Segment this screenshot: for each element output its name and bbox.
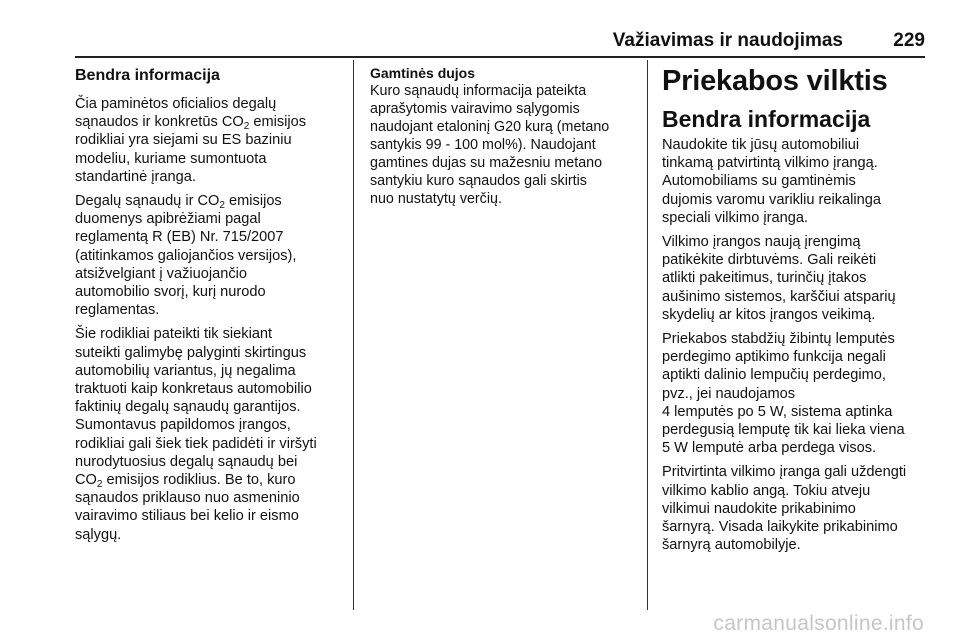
chapter-title: Važiavimas ir naudojimas xyxy=(612,30,843,51)
paragraph: Degalų sąnaudų ir $CO_2$ emisijos duomenys apibrėžiami pagal reglamentą R (EB) Nr. 715/2007 (atitinkamos galiojančios versijos), atsižvelgiant į važiuojančio automobilio svorį, kurį nurodo reglamentas. xyxy=(75,193,297,319)
page-number: 229 xyxy=(893,30,925,51)
column-divider-2 xyxy=(647,60,648,610)
column-1 xyxy=(75,62,345,550)
header-rule xyxy=(75,56,925,58)
column-divider-1 xyxy=(353,60,354,610)
column-3 xyxy=(662,62,932,560)
paragraph: Čia paminėtos oficialios degalų sąnaudos ir konkretūs $CO_2$ emisijos rodikliai yra siejami su ES baziniu modeliu, kuriame sumontuota standartinė įranga. xyxy=(75,96,307,185)
paragraph: Kuro sąnaudų informacija pateikta aprašytomis vairavimo sąlygomis naudojant etaloninį G20 kurą (metano santykis 99 - 100 mol%). Naudojant gamtines dujas su mažesniu metano santykiu kuro sąnaudos gali skirtis nuo nustatytų verčių. xyxy=(370,83,610,207)
paragraph: Naudokite tik jūsų automobiliui tinkamą patvirtintą vilkimo įrangą. Automobiliams su gamtinėmis dujomis varomu varikliu reikalinga speciali vilkimo įranga. xyxy=(662,137,881,226)
paragraph: Vilkimo įrangos naują įrengimą patikėkite dirbtuvėms. Gali reikėti atlikti pakeitimus, turinčių įtakos aušinimo sistemos, karščiui atsparių skydelių ar kitos įrangos veikimą. xyxy=(662,234,896,323)
section-heading: Bendra informacija xyxy=(662,106,871,132)
watermark: carmanualsonline.info xyxy=(713,612,924,635)
page-header xyxy=(75,28,925,58)
column-2 xyxy=(370,62,635,214)
paragraph: Pritvirtinta vilkimo įranga gali uždengti vilkimo kablio angą. Tokiu atveju vilkimui naudokite prikabinimo šarnyrą. Visada laikykite prikabinimo šarnyrą automobilyje. xyxy=(662,464,907,554)
paragraph: Priekabos stabdžių žibintų lemputės perdegimo aptikimo funkcija negali aptikti dalinio lempučių perdegimo, pvz., jei naudojamos 4 lemputės po 5 W, sistema aptinka perdegusią lemputę tik kai lieka viena 5 W lemputė arba perdega visos. xyxy=(662,331,905,457)
paragraph: Šie rodikliai pateikti tik siekiant suteikti galimybę palyginti skirtingus automobilių variantus, jų negalima traktuoti kaip konkretaus automobilio faktinių degalų sąnaudų garantijos. Sumontavus papildomos įrangos, rodikliai gali šiek tiek padidėti ir viršyti nurodytuosius degalų sąnaudų bei $CO_2$ emisijos rodiklius. Be to, kuro sąnaudos priklauso nuo asmeninio vairavimo stiliaus bei kelio ir eismo sąlygų. xyxy=(75,326,317,543)
section-heading: Bendra informacija xyxy=(75,67,220,84)
chapter-section-title: Priekabos vilktis xyxy=(662,65,888,97)
section-heading: Gamtinės dujos xyxy=(370,65,476,81)
